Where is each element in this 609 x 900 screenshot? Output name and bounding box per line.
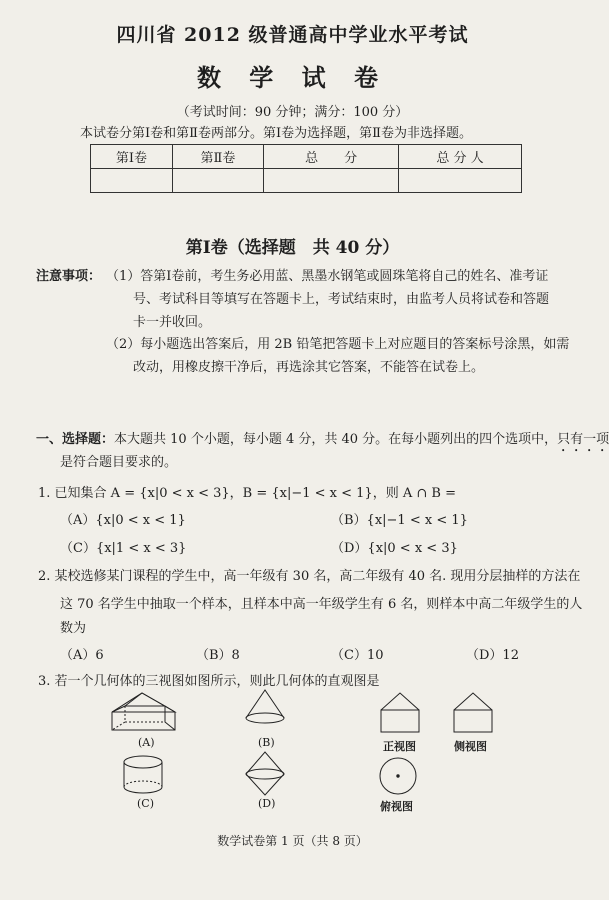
score-header-total: 总 分 [264,145,399,169]
question-1-option-c: （C）{x|1 < x < 3} [60,541,187,556]
question-1-option-d: （D）{x|0 < x < 3} [331,541,458,556]
score-header-grader: 总 分 人 [399,145,522,169]
figure-label-b: (B) [258,736,275,749]
section-title: 第Ⅰ卷（选择题 共 40 分） [185,238,400,258]
figure-top-view [380,758,416,794]
notice-1-line-2: 号、考试科目等填写在答题卡上，考试结束时，由监考人员将试卷和答题 [133,292,550,307]
score-header-part2: 第Ⅱ卷 [172,145,263,169]
notice-2-line-2: 改动，用橡皮擦干净后，再选涂其它答案，不能答在试卷上。 [133,360,485,375]
question-3-stem: 3. 若一个几何体的三视图如图所示，则此几何体的直观图是 [38,674,380,689]
part1-label: 一、选择题： [36,432,115,447]
question-1-option-b: （B）{x|−1 < x < 1} [331,513,468,528]
question-2-stem-line-3: 数为 [60,621,87,636]
paper-subtitle: 数 学 试 卷 [196,63,389,92]
question-2-stem-line-2: 这 70 名学生中抽取一个样本，且样本中高一年级学生有 6 名，则样本中高二年级学生的人 [60,597,583,612]
figure-label-d: (D) [258,797,276,810]
page-footer: 数学试卷第 1 页（共 8 页） [217,834,368,848]
part1-emphasis: 只有一项 [557,432,609,447]
exam-info: （考试时间：90 分钟；满分：100 分） [176,105,409,120]
part1-text: 本大题共 10 个小题，每小题 4 分，共 40 分。在每小题列出的四个选项中， [114,432,558,447]
question-2-stem-line-1: 2. 某校选修某门课程的学生中，高一年级有 30 名，高二年级有 40 名. 现用分层抽样的方法在 [38,569,581,584]
figure-a-prism-pyramid [112,693,175,730]
paper-composition: 本试卷分第Ⅰ卷和第Ⅱ卷两部分。第Ⅰ卷为选择题，第Ⅱ卷为非选择题。 [80,126,472,141]
top-view-label: 俯视图 [380,800,413,813]
notice-1-line-3: 卡一并收回。 [133,315,212,330]
figure-label-a: (A) [138,736,155,749]
question-1-stem: 1. 已知集合 A = {x|0 < x < 3}，B = {x|−1 < x < 1}，则 A ∩ B = [38,486,456,501]
part1-instructions-line-2: 是符合题目要求的。 [60,455,178,470]
exam-title: 四川省 2012 级普通高中学业水平考试 [116,24,469,46]
figure-b-cone [246,690,284,723]
figure-side-view [454,693,492,732]
figure-c-cylinder [124,756,162,793]
notice-label: 注意事项： [36,269,102,284]
score-header-part1: 第Ⅰ卷 [91,145,173,169]
figure-label-c: (C) [137,797,154,810]
question-2-option-d: （D）12 [466,648,519,663]
figure-front-view [381,693,419,732]
question-1-option-a: （A）{x|0 < x < 1} [60,513,186,528]
front-view-label: 正视图 [383,740,416,753]
figure-d-double-cone [246,752,284,795]
question-2-option-a: （A）6 [60,648,104,663]
question-2-option-b: （B）8 [196,648,240,663]
question-2-option-c: （C）10 [331,648,384,663]
side-view-label: 侧视图 [454,740,487,753]
notice-1-line-1: （1）答第Ⅰ卷前，考生务必用蓝、黑墨水钢笔或圆珠笔将自己的姓名、准考证 [106,269,549,284]
notice-2-line-1: （2）每小题选出答案后，用 2B 铅笔把答题卡上对应题目的答案标号涂黑，如需 [106,337,570,352]
